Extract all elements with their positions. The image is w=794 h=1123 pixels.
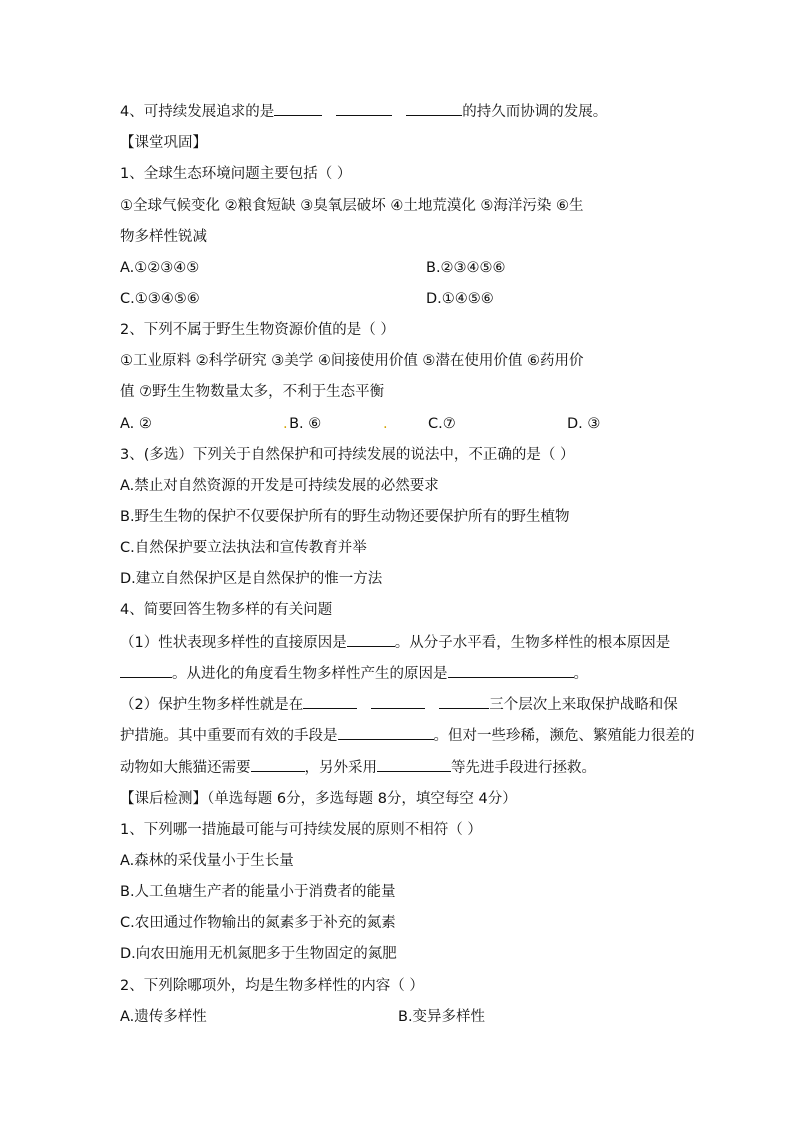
answer-blank [377,757,451,772]
option-b [283,413,321,435]
fill-text: 。从分子水平看，生物多样性的根本原因是 [394,635,671,651]
option-b: B.人工鱼塘生产者的能量小于消费者的能量 [120,884,396,900]
option-c: C.农田通过作物输出的氮素多于补充的氮素 [120,915,396,931]
fill-text: 。 [573,666,588,682]
answer-blank [120,663,172,678]
option-d: D.向农田施用无机氮肥多于生物固定的氮肥 [120,946,397,962]
question-stem: 1、下列哪一措施最可能与可持续发展的原则不相符（ ） [120,822,482,838]
option-d: D.建立自然保护区是自然保护的惟一方法 [120,571,383,587]
option-a: A.遗传多样性 [120,1009,207,1025]
answer-blank [439,694,489,709]
option-a: A.①②③④⑤ [120,260,200,276]
scoring-note: （单选每题 6分，多选每题 8分，填空每空 4分） [207,791,517,807]
answer-blank [448,663,574,678]
fill-line [120,725,695,747]
section-title-after [120,788,517,810]
option-c: C.①③④⑤⑥ [120,291,200,307]
mark-dot: . [383,416,388,432]
option-d: D. ③ [567,416,601,432]
fill-text: 。从进化的角度看生物多样性产生的原因是 [172,666,448,682]
question-stem: 1、全球生态环境问题主要包括（ ） [120,166,352,182]
answer-blank [303,694,357,709]
question-items: 值 ⑦野生生物数量太多，不利于生态平衡 [120,384,385,400]
question-stem: 2、下列除哪项外，均是生物多样性的内容（ ） [120,978,424,994]
option-b-text: B. ⑥ [289,416,322,432]
question-stem: 4、简要回答生物多样的有关问题 [120,602,333,618]
option-a: A. ② [120,416,152,432]
option-c: C.自然保护要立法执法和宣传教育并举 [120,540,367,556]
answer-blank [251,757,305,772]
question-items: 物多样性锐减 [120,229,207,245]
fill-line [120,694,678,716]
question-stem: 3、(多选）下列关于自然保护和可持续发展的说法中，不正确的是（ ） [120,447,575,463]
option-a: A.禁止对自然资源的开发是可持续发展的必然要求 [120,478,439,494]
question-items: ①工业原料 ②科学研究 ③美学 ④间接使用价值 ⑤潜在使用价值 ⑥药用价 [120,353,584,369]
answer-blank [347,632,395,647]
question-text: 的持久而协调的发展。 [462,104,608,120]
fill-text: （1）性状表现多样性的直接原因是 [120,635,347,651]
fill-line [120,663,588,685]
fill-line [120,757,596,779]
fill-text: 等先进手段进行拯救。 [451,760,596,776]
option-b: B.野生生物的保护不仅要保护所有的野生动物还要保护所有的野生植物 [120,509,570,525]
fill-text: 动物如大熊猫还需要 [120,760,251,776]
fill-text: ，另外采用 [304,760,377,776]
question-4-intro [120,101,607,123]
fill-text: 护措施。其中重要而有效的手段是 [120,728,338,744]
section-title-classroom: 【课堂巩固】 [120,135,207,151]
question-text: 4、可持续发展追求的是 [120,104,275,120]
fill-line [120,632,670,654]
answer-blank [336,101,392,116]
fill-text: 三个层次上来取保护战略和保 [489,697,678,713]
option-c: C.⑦ [428,416,456,432]
option-d: D.①④⑤⑥ [426,291,494,307]
option-a: A.森林的采伐量小于生长量 [120,853,294,869]
option-b: B.变异多样性 [398,1009,486,1025]
question-stem: 2、下列不属于野生生物资源价值的是（ ） [120,322,395,338]
option-b: B.②③④⑤⑥ [426,260,506,276]
question-items: ①全球气候变化 ②粮食短缺 ③臭氧层破坏 ④土地荒漠化 ⑤海洋污染 ⑥生 [120,198,584,214]
fill-text: 。但对一些珍稀，濒危、繁殖能力很差的 [433,728,695,744]
mark-dot: . [283,416,288,432]
answer-blank [406,101,462,116]
answer-blank [338,725,434,740]
answer-blank [371,694,425,709]
fill-text: （2）保护生物多样性就是在 [120,697,304,713]
answer-blank [274,101,322,116]
section-title: 【课后检测】 [120,791,207,807]
